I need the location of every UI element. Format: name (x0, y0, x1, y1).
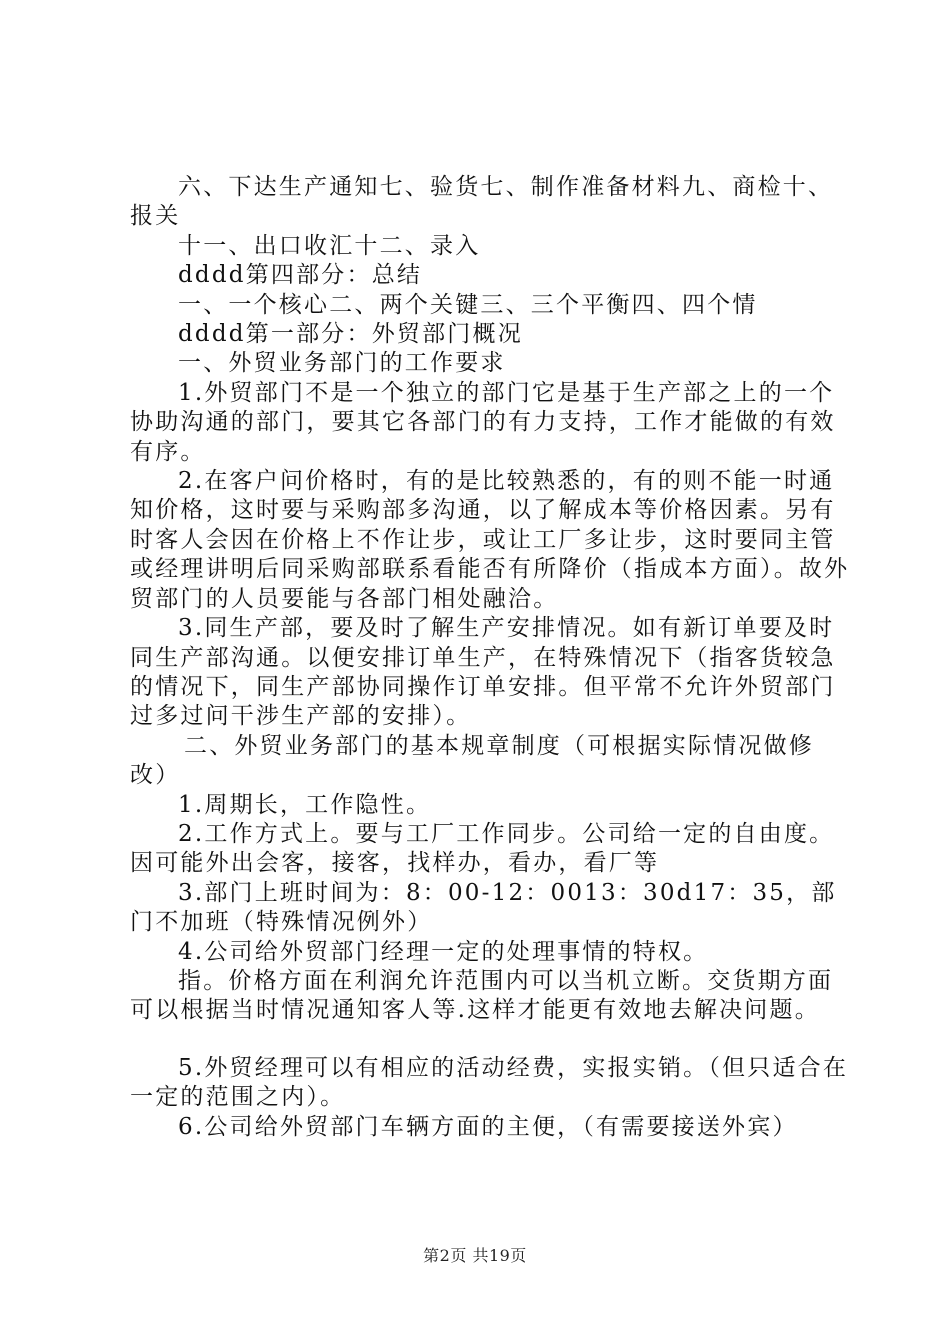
section-heading: 二、外贸业务部门的基本规章制度（可根据实际情况做修改） (130, 732, 814, 789)
paragraph: 2.在客户问价格时，有的是比较熟悉的，有的则不能一时通知价格，这时要与采购部多沟通，以了解成本等价格因素。另有时客人会因在价格上不作让步，或让工厂多让步，这时要同主管或经理讲明后同采购部联系看能否有所降价（指成本方面）。故外贸部门的人员要能与各部门相处融洽。 (130, 468, 850, 612)
paragraph: 4.公司给外贸部门经理一定的处理事情的特权。 (178, 938, 709, 965)
section-heading: 一、外贸业务部门的工作要求 (178, 350, 506, 377)
paragraph: 六、下达生产通知七、验货七、制作准备材料九、商检十、报关 (130, 174, 834, 230)
paragraph: 5.外贸经理可以有相应的活动经费，实报实销。（但只适合在一定的范围之内）。 (130, 1054, 849, 1111)
paragraph: 指。价格方面在利润允许范围内可以当机立断。交货期方面可以根据当时情况通知客人等.这样才能更有效地去解决问题。 (130, 967, 834, 1024)
blank-line (130, 1026, 850, 1054)
paragraph: 十一、出口收汇十二、录入 (178, 232, 481, 259)
paragraph: 3.同生产部，要及时了解生产安排情况。如有新订单要及时同生产部沟通。以便安排订单生产，在特殊情况下（指客货较急的情况下，同生产部协同操作订单安排。但平常不允许外贸部门过多过问干涉生产部的安排）。 (130, 615, 836, 730)
page-number-footer: 第2页 共19页 (423, 1246, 527, 1265)
paragraph: 6.公司给外贸部门车辆方面的主便，（有需要接送外宾） (178, 1113, 798, 1140)
paragraph: 一、一个核心二、两个关键三、三个平衡四、四个情 (178, 291, 758, 318)
paragraph: dddd第四部分：总结 (178, 262, 423, 289)
paragraph: 3.部门上班时间为：8：00-12：0013：30d17：35，部门不加班（特殊情况例外） (130, 879, 837, 936)
paragraph: dddd第一部分：外贸部门概况 (178, 321, 523, 348)
document-body (130, 173, 850, 1142)
paragraph: 1.周期长，工作隐性。 (178, 791, 432, 818)
paragraph: 2.工作方式上。要与工厂工作同步。公司给一定的自由度。因可能外出会客，接客，找样办，看办，看厂等 (130, 820, 835, 877)
paragraph: 1.外贸部门不是一个独立的部门它是基于生产部之上的一个协助沟通的部门，要其它各部门的有力支持，工作才能做的有效有序。 (130, 379, 836, 465)
